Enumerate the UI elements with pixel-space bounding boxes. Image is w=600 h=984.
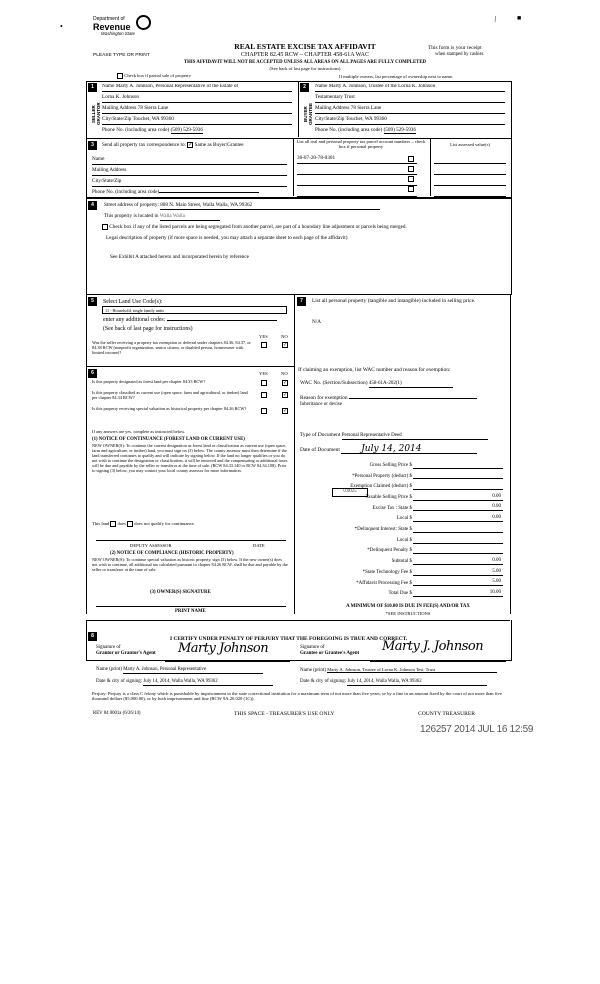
s6-q3-yes-checkbox[interactable] bbox=[261, 408, 267, 414]
buyer-phone-label: Phone No. (including area code) bbox=[315, 127, 383, 133]
segregated-checkbox[interactable] bbox=[102, 224, 108, 230]
grantor-name-row bbox=[96, 667, 263, 674]
middle-border bbox=[294, 294, 295, 614]
tax-row-value[interactable]: 0.00 bbox=[413, 504, 503, 511]
buyer-mailing-label: Mailing Address bbox=[315, 105, 350, 111]
tax-row bbox=[300, 490, 506, 501]
street-value[interactable]: 808 N. Main Street, Walla Walla, WA 99362 bbox=[160, 203, 380, 210]
grantee-date-row bbox=[300, 679, 487, 686]
section-5-top-border bbox=[86, 294, 510, 295]
tax-row-label: Taxable Selling Price $ bbox=[365, 495, 412, 500]
print-name-line[interactable] bbox=[96, 606, 286, 607]
section-3-number: 3 bbox=[88, 141, 97, 150]
parcel-personal-checkbox[interactable] bbox=[408, 156, 414, 162]
parcel-personal-checkbox[interactable] bbox=[408, 166, 414, 172]
owner-signature-label: (3) OWNER(S) SIGNATURE bbox=[150, 590, 211, 595]
s6-if-yes-note: If any answers are yes, complete as instructed below. bbox=[92, 429, 186, 434]
exemption-claim-label: If claiming an exemption, list WAC number and reason for exemption: bbox=[298, 367, 451, 373]
street-row bbox=[104, 203, 380, 210]
tax-table bbox=[300, 458, 506, 597]
tax-row-label: Subtotal $ bbox=[391, 559, 412, 565]
local-rate-box[interactable]: 0.0025 bbox=[332, 488, 368, 497]
buyer-mailing-value[interactable]: 78 Sierra Lane bbox=[350, 105, 382, 111]
parcel-row[interactable] bbox=[297, 189, 417, 197]
send-correspondence-label: Send all property tax correspondence to: bbox=[102, 142, 186, 149]
seller-city-label: City/State/Zip bbox=[102, 116, 132, 122]
tax-row-label: Excise Tax : State $ bbox=[372, 505, 412, 511]
tax-row-label: *State Technology Fee $ bbox=[362, 569, 412, 575]
tax-row bbox=[300, 576, 506, 587]
s6-q2-yes-checkbox[interactable] bbox=[261, 392, 267, 398]
s6-question-3: Is this property receiving special valuation as historical property per chapter 84.26 RCW? bbox=[92, 406, 247, 411]
seller-mailing-label: Mailing Address bbox=[102, 105, 137, 111]
grantor-date-row bbox=[96, 679, 273, 686]
grantee-sig-label-1: Signature of bbox=[300, 645, 325, 650]
treasurer-space-label: THIS SPACE - TREASURER'S USE ONLY bbox=[234, 711, 335, 717]
tax-row-value[interactable] bbox=[413, 537, 503, 544]
tax-row bbox=[300, 511, 506, 522]
parcel-value[interactable]: 36-07-20-78-0301 bbox=[297, 155, 336, 161]
s5-yes-header: YES bbox=[259, 334, 268, 339]
land-use-see-back: (See back of last page for instructions) bbox=[103, 326, 193, 332]
see-instructions-note: *SEE INSTRUCTIONS bbox=[385, 611, 431, 616]
buyer-city-value[interactable]: Touchet, WA 99360 bbox=[345, 116, 387, 122]
notice-continuance-text: NEW OWNER(S): To continue the current designation as forest land or classification as current use (open space, farm and agriculture, or timber) land, you must sign on (3) below. The county assessor must then determine if the land transferred continues to qualify and will indicate by signing below. If the land no longer qualifies or you do not wish to continue the designation or classification, it will be removed and the compensating or additional taxes will be due and payable by the seller or transferor at the time of sale. (RCW 84.33.140 or RCW 84.34.108). Prior to signing (3) below, you may contact your local county assessor for more information. bbox=[92, 443, 288, 473]
tax-row bbox=[300, 479, 506, 490]
assessed-divider bbox=[430, 138, 431, 196]
tax-row-value[interactable] bbox=[413, 526, 503, 533]
seller-name-2-value[interactable]: Lorna K. Johnson bbox=[102, 94, 140, 100]
section-1-number: 1 bbox=[88, 83, 97, 92]
located-label: This property is located in bbox=[104, 213, 159, 219]
tax-row-value[interactable] bbox=[413, 483, 503, 490]
s6-q1-yes-checkbox[interactable] bbox=[261, 380, 267, 386]
reason-label: Reason for exemption bbox=[300, 395, 348, 401]
s3-phone-label: Phone No. (including area code) bbox=[92, 189, 160, 195]
margin-mark-right: / bbox=[492, 13, 498, 25]
tax-row bbox=[300, 533, 506, 544]
assessed-row[interactable] bbox=[434, 156, 506, 164]
tax-row-label: *Delinquent Penalty $ bbox=[367, 548, 412, 554]
dor-logo bbox=[93, 17, 163, 37]
land-use-label: Select Land Use Code(s): bbox=[103, 299, 163, 305]
segregated-row bbox=[102, 224, 407, 231]
seller-city-value[interactable]: Touchet, WA 99360 bbox=[132, 116, 174, 122]
section-7-number: 7 bbox=[297, 297, 306, 306]
section-6-top-border bbox=[86, 366, 294, 367]
tax-row bbox=[300, 586, 506, 597]
legal-description-label: Legal description of property (if more space is needed, you may attach a separate sheet to each page of the affidavit) bbox=[106, 235, 348, 241]
exhibit-reference[interactable]: See Exhibit A attached hereto and incorporated herein by reference bbox=[110, 254, 249, 260]
certify-statement: I CERTIFY UNDER PENALTY OF PERJURY THAT THE FOREGOING IS TRUE AND CORRECT. bbox=[170, 636, 408, 642]
located-row bbox=[104, 214, 220, 221]
personal-property-label: List all personal property (tangible and intangible) included in selling price. bbox=[312, 298, 476, 304]
notice-continuance-title: (1) NOTICE OF CONTINUANCE (FOREST LAND OR CURRENT USE) bbox=[92, 437, 245, 442]
parcel-row[interactable] bbox=[297, 156, 417, 164]
notice-compliance-text: NEW OWNER(S): To continue special valuation as historic property, sign (3) below. If the new owner(s) does not wish to continue, all additional tax calculated pursuant to chapter 84.26 RCW, shall be due and payable by the seller or transferor at the time of sale. bbox=[92, 557, 288, 572]
reason-row bbox=[300, 395, 477, 401]
grantor-sig-label-2: Grantor or Grantor's Agent bbox=[96, 650, 156, 656]
dept-line-1: Department of bbox=[93, 16, 125, 22]
dept-line-3: Washington State bbox=[101, 30, 135, 36]
tax-row-value[interactable]: 5.00 bbox=[413, 569, 503, 576]
buyer-name-value[interactable]: Marty A. Johnson, Trustee of the Lorna K. Johnson bbox=[328, 84, 436, 89]
same-as-buyer-checkbox[interactable]: ✓ bbox=[188, 143, 193, 148]
tax-row-label: Local $ bbox=[396, 537, 412, 543]
form-warning: THIS AFFIDAVIT WILL NOT BE ACCEPTED UNLESS ALL AREAS ON ALL PAGES ARE FULLY COMPLETED bbox=[183, 60, 427, 65]
minimum-due-note: A MINIMUM OF $10.00 IS DUE IN FEE(S) AND/OR TAX bbox=[346, 604, 470, 609]
reason-value[interactable]: Inheritance or devise bbox=[300, 402, 342, 407]
form-revision: REV 84 0001a (6/26/14) bbox=[93, 711, 141, 716]
section-3-fields bbox=[92, 157, 287, 197]
tax-row bbox=[300, 458, 506, 469]
send-correspondence-row bbox=[102, 142, 244, 149]
s5-q1-no-checkbox[interactable]: ✓ bbox=[283, 343, 288, 348]
left-border bbox=[86, 294, 87, 614]
tax-row bbox=[300, 565, 506, 576]
parcel-personal-checkbox[interactable] bbox=[408, 176, 414, 182]
does-not-label: does not qualify for continuance. bbox=[134, 521, 195, 527]
notice-compliance-title: (2) NOTICE OF COMPLIANCE (HISTORIC PROPERTY) bbox=[110, 551, 234, 556]
partial-sale-row bbox=[117, 73, 191, 80]
grantee-sig-label-2: Grantee or Grantee's Agent bbox=[300, 650, 360, 656]
does-not-checkbox[interactable] bbox=[127, 521, 133, 527]
section-6-number: 6 bbox=[88, 369, 97, 378]
grantee-name-label: Name (print) bbox=[300, 668, 326, 673]
doc-date-row bbox=[300, 445, 477, 454]
grantee-name-row bbox=[300, 667, 497, 674]
seller-phone-label: Phone No. (including area code) bbox=[102, 127, 170, 133]
seller-label: SELLER GRANTOR bbox=[91, 102, 102, 126]
print-name-label: PRINT NAME bbox=[175, 609, 206, 614]
dor-logo-mark-icon bbox=[136, 15, 151, 30]
tax-row-label: Exemption Claimed (deduct) $ bbox=[350, 484, 412, 490]
section-divider bbox=[298, 81, 299, 137]
personal-property-value[interactable]: N/A bbox=[312, 319, 321, 325]
wac-row bbox=[300, 380, 453, 388]
partial-sale-label: Check box if partial sale of property bbox=[124, 73, 191, 79]
assessed-rows bbox=[434, 156, 506, 197]
grantee-date-value[interactable]: July 14, 2014, Walla Walla, WA 99362 bbox=[347, 679, 487, 686]
tax-row-value[interactable]: 10.00 bbox=[413, 590, 503, 597]
land-use-select[interactable]: 11 - Household, single family units bbox=[102, 306, 287, 314]
doc-type-value[interactable]: Personal Representative Deed bbox=[342, 433, 488, 440]
receipt-note-1: This form is your receipt bbox=[428, 45, 482, 51]
assessed-value-header: List assessed value(s) bbox=[450, 142, 490, 147]
seller-mailing-value[interactable]: 78 Sierra Lane bbox=[137, 105, 169, 111]
dept-line-2: Revenue bbox=[93, 21, 131, 32]
parcel-rows bbox=[297, 156, 417, 197]
tax-row-value[interactable]: 5.00 bbox=[413, 579, 503, 586]
grantee-signature-block bbox=[300, 645, 359, 657]
tax-row-value[interactable]: 0.00 bbox=[413, 515, 503, 522]
seller-phone-value[interactable]: (509) 529-5936 bbox=[170, 127, 203, 133]
parcel-row[interactable] bbox=[297, 167, 417, 175]
s6-q1-no-checkbox[interactable]: ✓ bbox=[283, 381, 288, 386]
deputy-date-label: DATE bbox=[253, 543, 265, 548]
located-value[interactable]: Walla Walla bbox=[160, 214, 220, 221]
multiple-owners-note: If multiple owners, list percentage of ownership next to name. bbox=[339, 74, 454, 79]
s5-no-header: NO bbox=[281, 334, 288, 339]
tax-row-label: *Personal Property (deduct) $ bbox=[352, 473, 412, 479]
grantor-signature-block bbox=[96, 645, 156, 657]
assessed-row[interactable] bbox=[434, 167, 506, 175]
buyer-name-2-value[interactable]: Testamentary Trust bbox=[315, 94, 355, 100]
county-treasurer-label: COUNTY TREASURER bbox=[418, 711, 476, 717]
assessed-row[interactable] bbox=[434, 189, 506, 197]
buyer-name-label: Name bbox=[315, 84, 328, 89]
grantor-sig-line[interactable] bbox=[165, 661, 290, 662]
s3-mailing-label: Mailing Address bbox=[92, 167, 127, 173]
tax-row bbox=[300, 469, 506, 480]
tax-row bbox=[300, 522, 506, 533]
s5-q1-yes-checkbox[interactable] bbox=[261, 342, 267, 348]
grantee-signature: Marty J. Johnson bbox=[382, 639, 484, 654]
perjury-notice: Perjury: Perjury is a class C felony which is punishable by imprisonment in the state correctional institution for a maximum term of not more than five years, or by a fine in an amount fixed by the court of not more than five thousand dollars ($5,000.00), or by both imprisonment and fine (RCW 9A.20.020 (1C)). bbox=[92, 691, 502, 702]
this-land-label: This land bbox=[92, 521, 110, 527]
s6-yes-header: YES bbox=[259, 371, 268, 376]
s6-question-2: Is this property classified as current use (open space, farm and agricultural, or timber) land per chapter 84.34 RCW? bbox=[92, 390, 248, 400]
buyer-fields bbox=[315, 84, 505, 135]
grantor-date-label: Date & city of signing: bbox=[96, 679, 143, 684]
doc-date-value[interactable]: July 14, 2014 bbox=[341, 445, 477, 454]
tax-row bbox=[300, 501, 506, 512]
margin-dot: ■ bbox=[517, 14, 522, 22]
section-2-number: 2 bbox=[300, 83, 309, 92]
tax-row-value[interactable]: 0.00 bbox=[413, 494, 503, 501]
additional-codes-label: enter any additional codes: bbox=[103, 317, 166, 323]
grantor-name-value[interactable]: Marty A. Johnson, Personal Representative bbox=[123, 667, 263, 674]
s6-no-header: NO bbox=[281, 371, 288, 376]
tax-row bbox=[300, 554, 506, 565]
section-3-divider bbox=[293, 138, 294, 196]
additional-codes-input[interactable] bbox=[167, 320, 277, 321]
wac-label: WAC No. (Section/Subsection) bbox=[300, 380, 368, 386]
doc-type-row bbox=[300, 432, 488, 440]
parcel-list-header: List all real and personal property tax parcel account numbers – check box if personal property bbox=[296, 139, 426, 150]
treasurer-stamp: 126257 2014 JUL 16 12:59 bbox=[420, 724, 534, 735]
same-as-buyer-label: Same as Buyer/Grantee bbox=[194, 142, 244, 149]
buyer-label: BUYER GRANTEE bbox=[303, 103, 314, 126]
tax-row-value[interactable]: 0.00 bbox=[413, 558, 503, 565]
grantor-signature: Marty Johnson bbox=[178, 641, 269, 656]
buyer-city-label: City/State/Zip bbox=[315, 116, 345, 122]
additional-codes-row bbox=[103, 317, 277, 324]
parcel-checkboxes bbox=[408, 156, 414, 196]
tax-row-label: *Affidavit Processing Fee $ bbox=[356, 580, 412, 586]
form-title: REAL ESTATE EXCISE TAX AFFIDAVIT bbox=[234, 42, 376, 51]
buyer-phone-value[interactable]: (509) 529-5936 bbox=[383, 127, 416, 133]
tax-row-value[interactable] bbox=[413, 462, 503, 469]
margin-mark: • bbox=[60, 22, 63, 31]
grantor-name-label: Name (print) bbox=[96, 667, 122, 672]
seller-name-label: Name bbox=[102, 84, 115, 89]
parcel-personal-checkbox[interactable] bbox=[408, 186, 414, 192]
form-chapter: CHAPTER 82.45 RCW – CHAPTER 458-61A WAC bbox=[241, 52, 369, 58]
section-5-number: 5 bbox=[88, 297, 97, 306]
tax-row-label: Gross Selling Price $ bbox=[369, 462, 412, 468]
grantor-date-value[interactable]: July 14, 2014, Walla Walla, WA 99362 bbox=[143, 679, 273, 686]
print-note: PLEASE TYPE OR PRINT bbox=[93, 53, 150, 58]
doc-type-label: Type of Document bbox=[300, 432, 341, 438]
assessed-row[interactable] bbox=[434, 178, 506, 186]
does-checkbox[interactable] bbox=[110, 521, 116, 527]
tax-row-value[interactable] bbox=[413, 547, 503, 554]
grantor-sig-label-1: Signature of bbox=[96, 645, 121, 650]
continuance-row bbox=[92, 521, 195, 527]
street-label: Street address of property: bbox=[104, 202, 159, 208]
s6-q3-no-checkbox[interactable]: ✓ bbox=[283, 409, 288, 414]
s3-name-label: Name bbox=[92, 156, 105, 162]
does-label: does bbox=[117, 521, 126, 527]
seller-fields bbox=[102, 84, 292, 135]
tax-row-label: *Delinquent Interest: State $ bbox=[354, 527, 412, 533]
s6-question-1: Is this property designated as forest land per chapter 84.33 RCW? bbox=[92, 379, 206, 384]
s6-q2-no-checkbox[interactable]: ✓ bbox=[283, 393, 288, 398]
segregated-label: Check box if any of the listed parcels are being segregated from another parcel, are part of a boundary line adjustment or parcels being merged. bbox=[109, 224, 407, 231]
form-see-back: (See back of last page for instructions) bbox=[269, 66, 341, 71]
parcel-row[interactable] bbox=[297, 178, 417, 186]
doc-date-label: Date of Document bbox=[300, 447, 340, 453]
partial-sale-checkbox[interactable] bbox=[117, 73, 123, 79]
tax-row-label: Local $ bbox=[396, 516, 412, 522]
seller-name-value[interactable]: Marty A. Johnson, Personal Representative of the Estate of bbox=[115, 84, 239, 89]
section-4-number: 4 bbox=[88, 201, 97, 210]
s5-question-1: Was the seller receiving a property tax exemption or deferral under chapters 84.36, 84.37, or 84.38 RCW (nonprofit organization, senior citizen, or disabled person, homeowner with limited income)? bbox=[92, 340, 251, 355]
deputy-assessor-label: DEPUTY ASSESSOR bbox=[130, 543, 172, 548]
section-8-number: 8 bbox=[88, 632, 97, 641]
s3-city-label: City/State/Zip bbox=[92, 178, 122, 184]
right-border bbox=[510, 294, 511, 614]
wac-value[interactable]: 458-61A-202(1) bbox=[369, 381, 453, 388]
grantee-name-value[interactable]: Marty A. Johnson, Trustee of Lorna K. Johnson Test. Trust bbox=[327, 667, 497, 673]
grantee-date-label: Date & city of signing: bbox=[300, 679, 347, 684]
receipt-note-2: when stamped by cashier. bbox=[435, 52, 485, 57]
tax-row-value[interactable] bbox=[413, 472, 503, 479]
grantee-sig-line[interactable] bbox=[370, 661, 506, 662]
tax-row bbox=[300, 544, 506, 555]
deputy-line[interactable] bbox=[96, 540, 286, 541]
tax-row-label: Total Due $ bbox=[388, 591, 412, 597]
